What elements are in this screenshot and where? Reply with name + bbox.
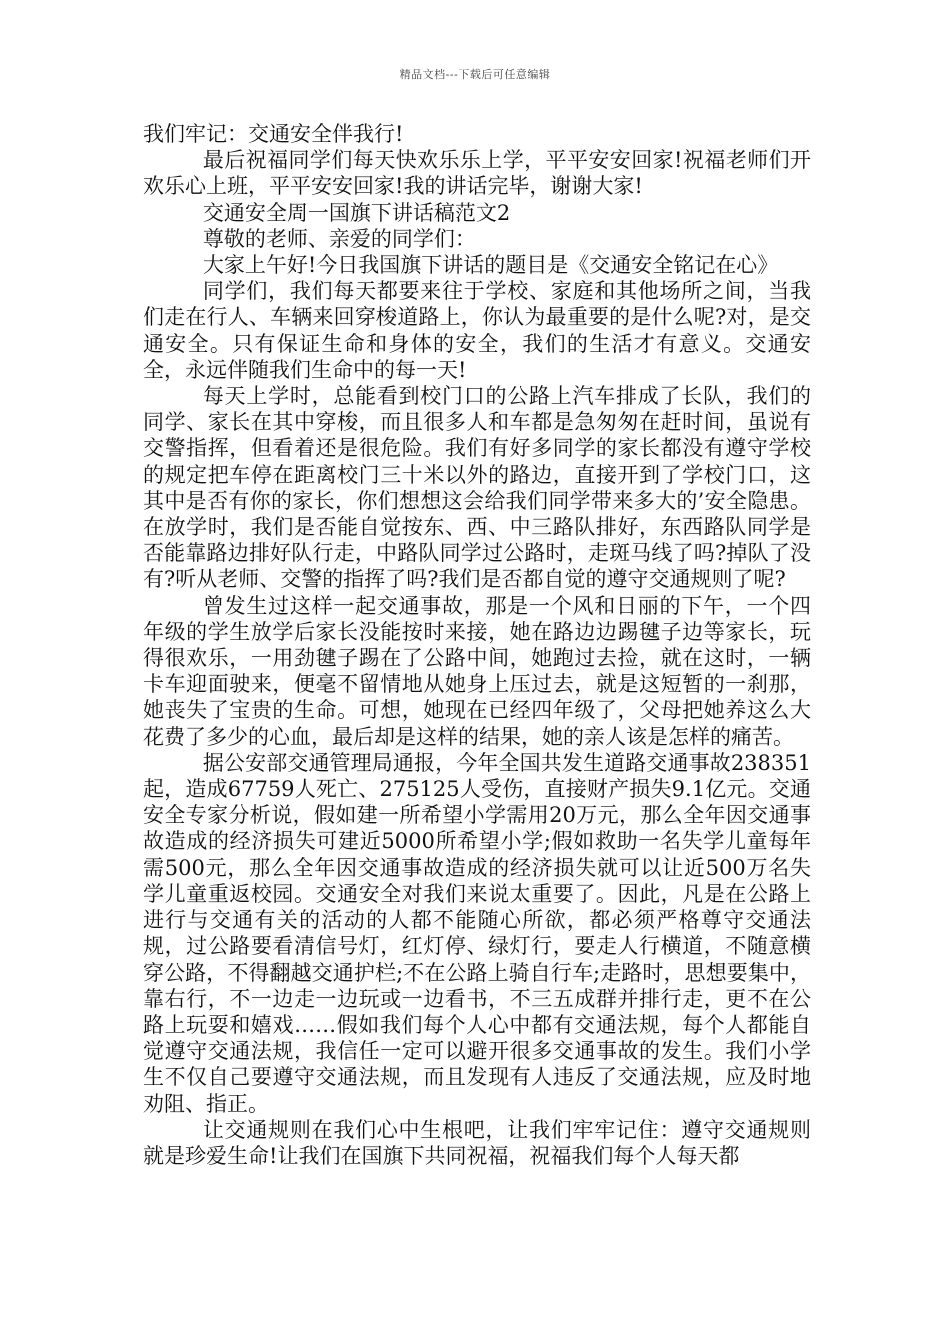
document-body (143, 121, 811, 1169)
paragraph-1: 我们牢记：交通安全伴我行! (143, 122, 404, 146)
salutation: 尊敬的老师、亲爱的同学们： (202, 226, 476, 251)
paragraph-9: 据公安部交通管理局通报，今年全国共发生道路交通事故238351起，造成67759人死亡、275125人受伤，直接财产损失9.1亿元。交通安全专家分析说，假如建一所希望小学需用20万元，那么全年因交通事故造成的经济损失可建近5000所希望小学;假如救助一名失学儿童每年需500元，那么全年因交通事故造成的经济损失就可以让近500万名失学儿童重返校园。交通安全对我们来说太重要了。因此，凡是在公路上进行与交通有关的活动的人都不能随心所欲，都必须严格尊守交通法规，过公路要看清信号灯，红灯停、绿灯行，要走人行横道，不随意横穿公路，不得翻越交通护栏;不在公路上骑自行车;走路时，思想要集中，靠右行，不一边走一边玩或一边看书，不三五成群并排行走，更不在公路上玩耍和嬉戏……假如我们每个人心中都有交通法规，每个人都能自觉遵守交通法规，我信任一定可以避开很多交通事故的发生。我们小学生不仅自己要遵守交通法规，而且发现有人违反了交通法规，应及时地劝阻、指正。 (143, 750, 811, 1116)
paragraph-2: 最后祝福同学们每天快欢乐乐上学，平平安安回家!祝福老师们开欢乐心上班，平平安安回家!我的讲话完毕，谢谢大家! (143, 148, 811, 199)
page-header: 精品文档---下载后可任意编辑 (399, 68, 551, 81)
paragraph-10: 让交通规则在我们心中生根吧，让我们牢牢记住：遵守交通规则就是珍爱生命!让我们在国旗下共同祝福，祝福我们每个人每天都 (143, 1117, 811, 1168)
paragraph-6: 同学们，我们每天都要来往于学校、家庭和其他场所之间，当我们走在行人、车辆来回穿梭道路上，你认为最重要的是什么呢?对，是交通安全。只有保证生命和身体的安全，我们的生活才有意义。交通安全，永远伴随我们生命中的每一天! (143, 279, 811, 382)
section-title: 交通安全周一国旗下讲话稿范文2 (202, 200, 511, 225)
paragraph-5: 大家上午好!今日我国旗下讲话的题目是《交通安全铭记在心》 (202, 253, 779, 278)
paragraph-7: 每天上学时，总能看到校门口的公路上汽车排成了长队，我们的同学、家长在其中穿梭，而且很多人和车都是急匆匆在赶时间，虽说有交警指挥，但看着还是很危险。我们有好多同学的家长都没有遵守学校的规定把车停在距离校门三十米以外的路边，直接开到了学校门口，这其中是否有你的家长，你们想想这会给我们同学带来多大的’安全隐患。在放学时，我们是否能自觉按东、西、中三路队排好，东西路队同学是否能靠路边排好队行走，中路队同学过公路时，走斑马线了吗?掉队了没有?听从老师、交警的指挥了吗?我们是否都自觉的遵守交通规则了呢? (143, 384, 811, 592)
paragraph-8: 曾发生过这样一起交通事故，那是一个风和日丽的下午，一个四年级的学生放学后家长没能按时来接，她在路边边踢毽子边等家长，玩得很欢乐，一用劲毽子踢在了公路中间，她跑过去捡，就在这时，一辆卡车迎面驶来，便毫不留情地从她身上压过去，就是这短暂的一刹那，她丧失了宝贵的生命。可想，她现在已经四年级了，父母把她养这么大花费了多少的心血，最后却是这样的结果，她的亲人该是怎样的痛苦。 (143, 593, 811, 749)
